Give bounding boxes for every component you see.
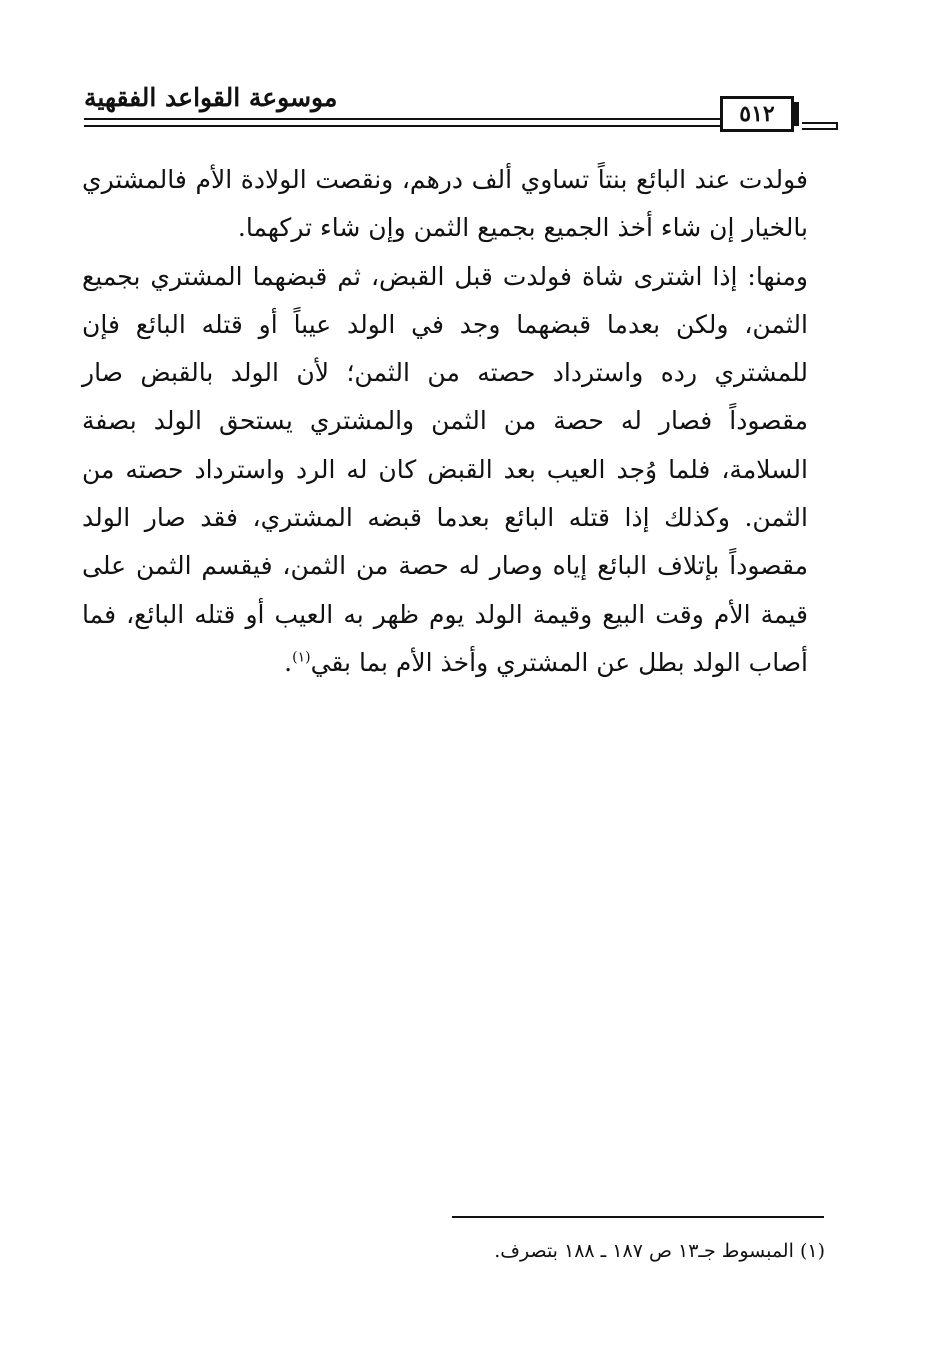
running-header bbox=[0, 0, 945, 140]
book-title: موسوعة القواعد الفقهية bbox=[84, 83, 338, 112]
footnote-marker: (١) bbox=[799, 1240, 825, 1262]
footnote-text: المبسوط جـ١٣ ص ١٨٧ ـ ١٨٨ بتصرف. bbox=[494, 1240, 794, 1262]
closing-punctuation: . bbox=[284, 647, 293, 677]
paragraph bbox=[82, 253, 808, 688]
footnote-separator bbox=[452, 1216, 824, 1218]
paragraph-text: فولدت عند البائع بنتاً تساوي ألف درهم، ونقصت الولادة الأم فالمشتري بالخيار إن شاء أخذ الجميع بجميع الثمن وإن شاء تركهما. bbox=[82, 165, 808, 243]
header-rule bbox=[84, 118, 720, 127]
page-number: ٥١٢ bbox=[720, 96, 794, 132]
footnote bbox=[300, 1236, 825, 1266]
paragraph bbox=[82, 156, 808, 253]
footnote-reference[interactable]: (١) bbox=[292, 649, 311, 666]
main-text bbox=[82, 156, 808, 687]
paragraph-text: ومنها: إذا اشترى شاة فولدت قبل القبض، ثم قبضهما المشتري بجميع الثمن، ولكن بعدما قبضهما وجد في الولد عيباً أو قتله البائع فإن للمشتري رده واسترداد حصته من الثمن؛ لأن الولد بالقبض صار مقصوداً فصار له حصة من الثمن والمشتري يستحق الولد بصفة السلامة، فلما وُجد العيب بعد القبض كان له الرد واسترداد حصته من الثمن. وكذلك إذا قتله البائع بعدما قبضه المشتري، فقد صار الولد مقصوداً بإتلاف البائع إياه وصار له حصة من الثمن، فيقسم الثمن على قيمة الأم وقت البيع وقيمة الولد يوم ظهر به العيب أو قتله البائع، فما أصاب الولد بطل عن المشتري وأخذ الأم بما بقي bbox=[82, 261, 808, 677]
header-rule-end bbox=[802, 122, 838, 130]
